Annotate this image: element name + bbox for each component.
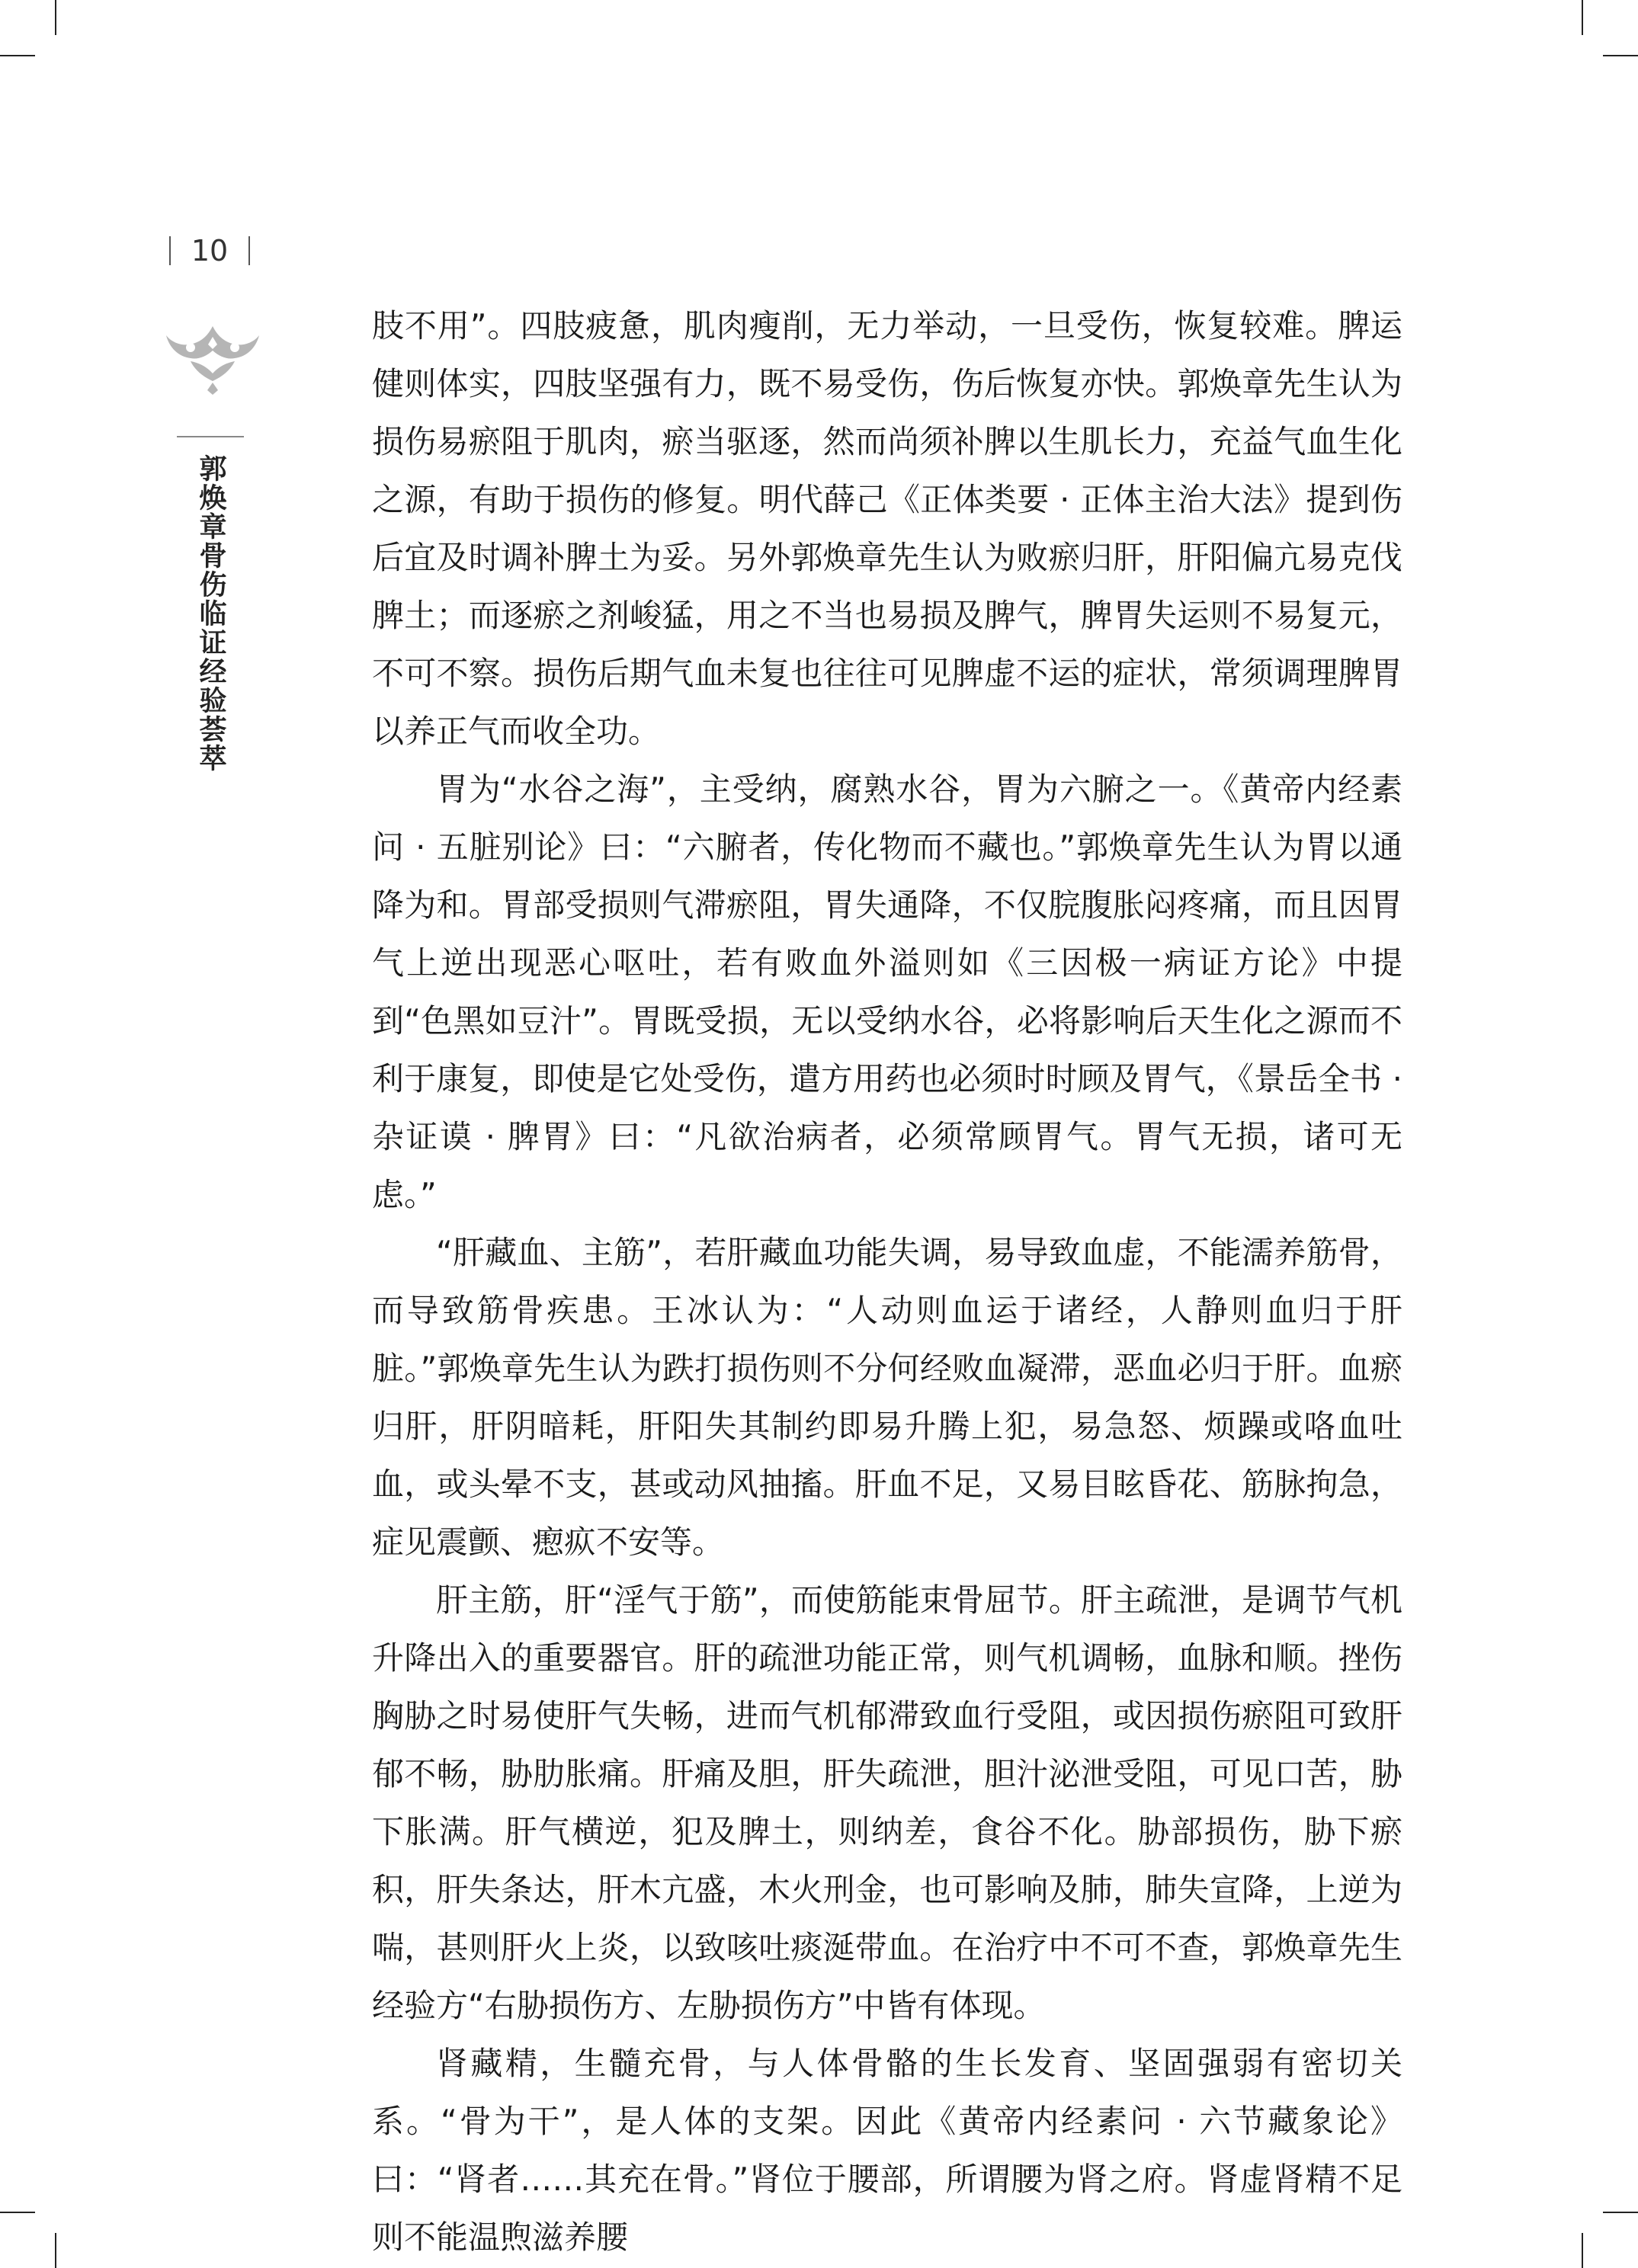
crop-mark xyxy=(0,55,35,56)
crop-mark xyxy=(1603,2212,1638,2213)
paragraph: “肝藏血、主筋”，若肝藏血功能失调，易导致血虚，不能濡养筋骨，而导致筋骨疾患。王冰认为：“人动则血运于诸经，人静则血归于肝脏。”郭焕章先生认为跌打损伤则不分何经败血凝滞，恶血必归于肝。血瘀归肝，肝阴暗耗，肝阳失其制约即易升腾上犯，易急怒、烦躁或咯血吐血，或头晕不支，甚或动风抽搐。肝血不足，又易目眩昏花、筋脉拘急，症见震颤、瘛疭不安等。 xyxy=(372,1234,1402,1561)
book-title-vertical: 郭焕章骨伤临证经验荟萃 xyxy=(195,454,227,773)
main-text xyxy=(372,297,1402,2266)
paragraph: 胃为“水谷之海”，主受纳，腐熟水谷，胃为六腑之一。《黄帝内经素问 · 五脏别论》曰：“六腑者，传化物而不藏也。”郭焕章先生认为胃以通降为和。胃部受损则气滞瘀阻，胃失通降，不仅脘腹胀闷疼痛，而且因胃气上逆出现恶心呕吐，若有败血外溢则如《三因极一病证方论》中提到“色黑如豆汁”。胃既受损，无以受纳水谷，必将影响后天生化之源而不利于康复，即使是它处受伤，遣方用药也必须时时顾及胃气，《景岳全书 · 杂证谟 · 脾胃》曰：“凡欲治病者，必须常顾胃气。胃气无损，诸可无虑。” xyxy=(372,770,1402,1213)
crop-mark xyxy=(1582,2233,1583,2268)
page-number: 10 xyxy=(191,234,229,267)
side-divider xyxy=(177,436,244,437)
crop-mark xyxy=(55,0,56,35)
decorative-ornament-icon xyxy=(163,320,262,396)
page-number-box xyxy=(169,227,250,274)
paragraph: 肾藏精，生髓充骨，与人体骨骼的生长发育、坚固强弱有密切关系。“骨为干”，是人体的支架。因此《黄帝内经素问 · 六节藏象论》曰：“肾者……其充在骨。”肾位于腰部，所谓腰为肾之府。肾虚肾精不足则不能温煦滋养腰 xyxy=(372,2045,1402,2256)
paragraph: 肢不用”。四肢疲惫，肌肉瘦削，无力举动，一旦受伤，恢复较难。脾运健则体实，四肢坚强有力，既不易受伤，伤后恢复亦快。郭焕章先生认为损伤易瘀阻于肌肉，瘀当驱逐，然而尚须补脾以生肌长力，充益气血生化之源，有助于损伤的修复。明代薛己《正体类要 · 正体主治大法》提到伤后宜及时调补脾土为妥。另外郭焕章先生认为败瘀归肝，肝阳偏亢易克伐脾土；而逐瘀之剂峻猛，用之不当也易损及脾气，脾胃失运则不易复元，不可不察。损伤后期气血未复也往往可见脾虚不运的症状，常须调理脾胃以养正气而收全功。 xyxy=(372,307,1402,750)
crop-mark xyxy=(55,2233,56,2268)
crop-mark xyxy=(0,2212,35,2213)
crop-mark xyxy=(1603,55,1638,56)
paragraph: 肝主筋，肝“淫气于筋”，而使筋能束骨屈节。肝主疏泄，是调节气机升降出入的重要器官。肝的疏泄功能正常，则气机调畅，血脉和顺。挫伤胸胁之时易使肝气失畅，进而气机郁滞致血行受阻，或因损伤瘀阻可致肝郁不畅，胁肋胀痛。肝痛及胆，肝失疏泄，胆汁泌泄受阻，可见口苦，胁下胀满。肝气横逆，犯及脾土，则纳差，食谷不化。胁部损伤，胁下瘀积，肝失条达，肝木亢盛，木火刑金，也可影响及肺，肺失宣降，上逆为喘，甚则肝火上炎，以致咳吐痰涎带血。在治疗中不可不查，郭焕章先生经验方“右胁损伤方、左胁损伤方”中皆有体现。 xyxy=(372,1581,1402,2024)
crop-mark xyxy=(1582,0,1583,35)
